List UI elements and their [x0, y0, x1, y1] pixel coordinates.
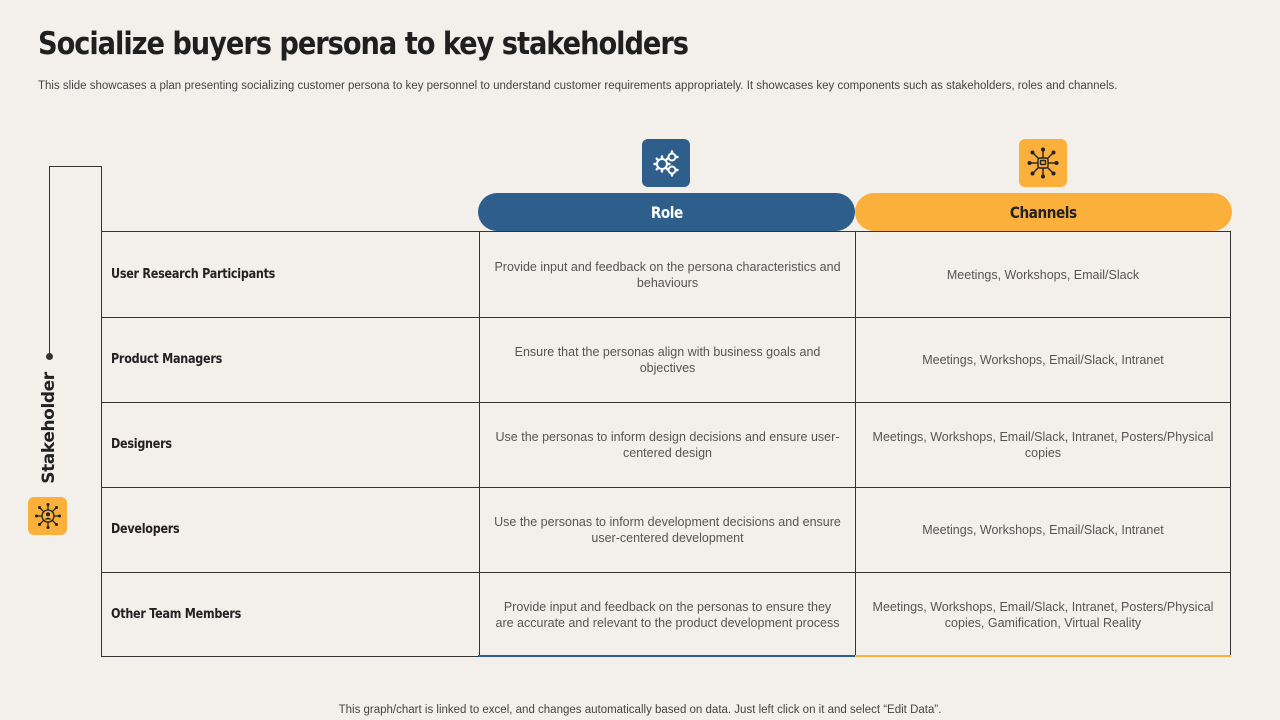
- role-column-underline: [478, 655, 855, 657]
- stakeholder-name: Other Team Members: [111, 607, 242, 622]
- role-cell: Use the personas to inform design decisions and ensure user-centered design: [479, 403, 855, 487]
- footer-note: This graph/chart is linked to excel, and changes automatically based on data. Just left click on it and select “Edit Data”.: [338, 704, 942, 716]
- table-row: [102, 317, 1230, 402]
- bracket-line: [49, 166, 50, 356]
- table-row: [102, 232, 1230, 317]
- bracket-line: [101, 166, 102, 232]
- role-cell: Provide input and feedback on the personas to ensure they are accurate and relevant to the product development process: [479, 573, 855, 657]
- page-subtitle: This slide showcases a plan presenting socializing customer persona to key personnel to understand customer requirements appropriately. It showcases key components such as stakeholders, roles and channels.: [38, 80, 1118, 92]
- page-title: Socialize buyers persona to key stakeholders: [38, 26, 688, 62]
- stakeholder-name: User Research Participants: [111, 266, 276, 282]
- stakeholder-table: [101, 231, 1231, 657]
- gears-icon: [642, 139, 690, 187]
- stakeholder-axis-label: Stakeholder: [39, 372, 59, 484]
- person-network-icon: [28, 497, 67, 535]
- channels-column-header: Channels: [855, 193, 1232, 231]
- role-cell: Ensure that the personas align with business goals and objectives: [479, 318, 855, 402]
- channels-cell: Meetings, Workshops, Email/Slack, Intranet, Posters/Physical copies, Gamification, Virtual Reality: [855, 573, 1230, 657]
- stakeholder-name: Product Managers: [111, 352, 223, 367]
- bracket-dot: [46, 353, 53, 360]
- table-row: [102, 487, 1230, 572]
- stakeholder-name: Designers: [111, 437, 172, 452]
- channels-cell: Meetings, Workshops, Email/Slack, Intranet, Posters/Physical copies: [855, 403, 1230, 487]
- channels-column-underline: [855, 655, 1231, 657]
- channels-cell: Meetings, Workshops, Email/Slack, Intranet: [855, 318, 1230, 402]
- role-column-header: Role: [478, 193, 855, 231]
- stakeholder-name: Developers: [111, 522, 180, 537]
- channels-cell: Meetings, Workshops, Email/Slack: [855, 232, 1230, 317]
- table-row: [102, 572, 1230, 657]
- role-cell: Provide input and feedback on the persona characteristics and behaviours: [479, 232, 855, 317]
- bracket-line: [49, 166, 102, 167]
- table-row: [102, 402, 1230, 487]
- network-hub-icon: [1019, 139, 1067, 187]
- channels-cell: Meetings, Workshops, Email/Slack, Intranet: [855, 488, 1230, 572]
- role-cell: Use the personas to inform development decisions and ensure user-centered development: [479, 488, 855, 572]
